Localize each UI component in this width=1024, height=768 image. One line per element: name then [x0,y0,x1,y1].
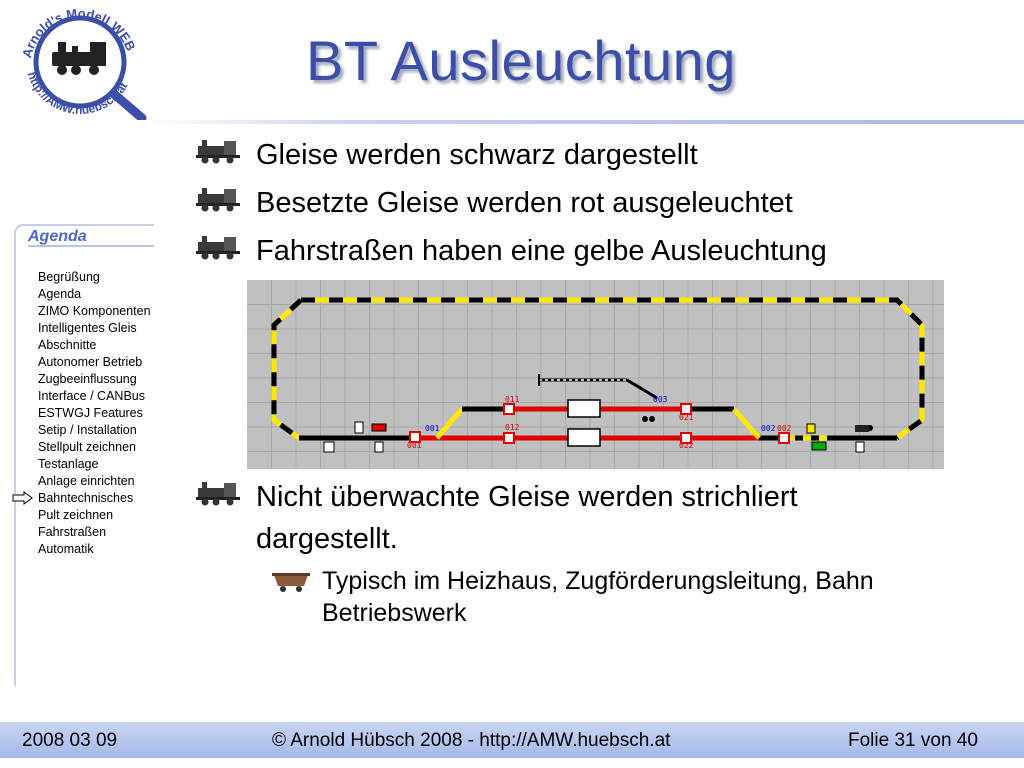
agenda-item-zugbeeinflussung[interactable]: Zugbeeinflussung [38,372,137,386]
agenda-item-fahrstrassen[interactable]: Fahrstraßen [38,525,107,539]
agenda-item-intelligentes-gleis[interactable]: Intelligentes Gleis [38,321,137,335]
bullet-text: Nicht überwachte Gleise werden strichliert dargestellt. [256,481,798,555]
footer-slide-number: Folie 31 von 40 [848,730,978,751]
arrow-right-icon [12,491,34,505]
agenda-item-abschnitte[interactable]: Abschnitte [38,338,97,352]
agenda-item-testanlage[interactable]: Testanlage [38,457,99,471]
block-label: 011 [505,395,520,404]
arnolds-modell-web-logo [8,2,158,120]
block-label: 003 [653,395,668,404]
sub-bullet-1 [272,565,972,629]
agenda-item-zimo-komponenten[interactable]: ZIMO Komponenten [38,304,151,318]
agenda-list [38,269,151,558]
agenda-item-agenda[interactable]: Agenda [38,287,82,301]
freight-wagon-icon [272,571,310,593]
slide-title: BT Ausleuchtung [306,29,736,92]
bullet-1 [194,134,698,176]
block-label: 001 [407,441,422,450]
block-label: 021 [679,413,694,422]
agenda-item-estwgj-features[interactable]: ESTWGJ Features [38,406,143,420]
locomotive-icon [194,138,242,164]
agenda-item-setip-installation[interactable]: Setip / Installation [38,423,137,437]
bullet-4 [194,476,914,560]
logo-arc-text: Arnold's Modell WEB [19,5,139,60]
bullet-2 [194,182,793,224]
agenda-heading: Agenda [28,228,87,245]
locomotive-icon [194,480,242,506]
block-label: 012 [505,423,520,432]
logo-url-text: http://AMW.huebsch.at [24,69,131,118]
locomotive-icon [194,234,242,260]
block-label: 022 [679,441,694,450]
agenda-item-autonomer-betrieb[interactable]: Autonomer Betrieb [38,355,143,369]
agenda-item-anlage-einrichten[interactable]: Anlage einrichten [38,474,135,488]
train-box [568,400,600,417]
block-label: 001 [425,424,440,433]
footer-copyright: © Arnold Hübsch 2008 - http://AMW.huebsch.at [272,730,671,751]
train-box [568,429,600,446]
block-label: 002 [777,424,792,433]
agenda-item-interface-canbus[interactable]: Interface / CANBus [38,389,145,403]
bullet-3 [194,230,827,272]
bullet-text: Gleise werden schwarz dargestellt [256,139,698,171]
sub-bullet-text: Typisch im Heizhaus, Zugförderungsleitung, Bahn Betriebswerk [322,567,874,627]
bullet-text: Fahrstraßen haben eine gelbe Ausleuchtung [256,235,827,267]
block-label: 002 [761,424,776,433]
bullet-text: Besetzte Gleise werden rot ausgeleuchtet [256,187,793,219]
agenda-item-stellpult-zeichnen[interactable]: Stellpult zeichnen [38,440,136,454]
footer-date: 2008 03 09 [22,730,118,751]
title-underline [142,120,1024,124]
agenda-item-pult-zeichnen[interactable]: Pult zeichnen [38,508,114,522]
locomotive-icon [194,186,242,212]
agenda-item-begruessung[interactable]: Begrüßung [38,270,100,284]
track-diagram [247,280,944,469]
agenda-item-automatik[interactable]: Automatik [38,542,94,556]
agenda-item-bahntechnisches[interactable]: Bahntechnisches [38,491,134,505]
